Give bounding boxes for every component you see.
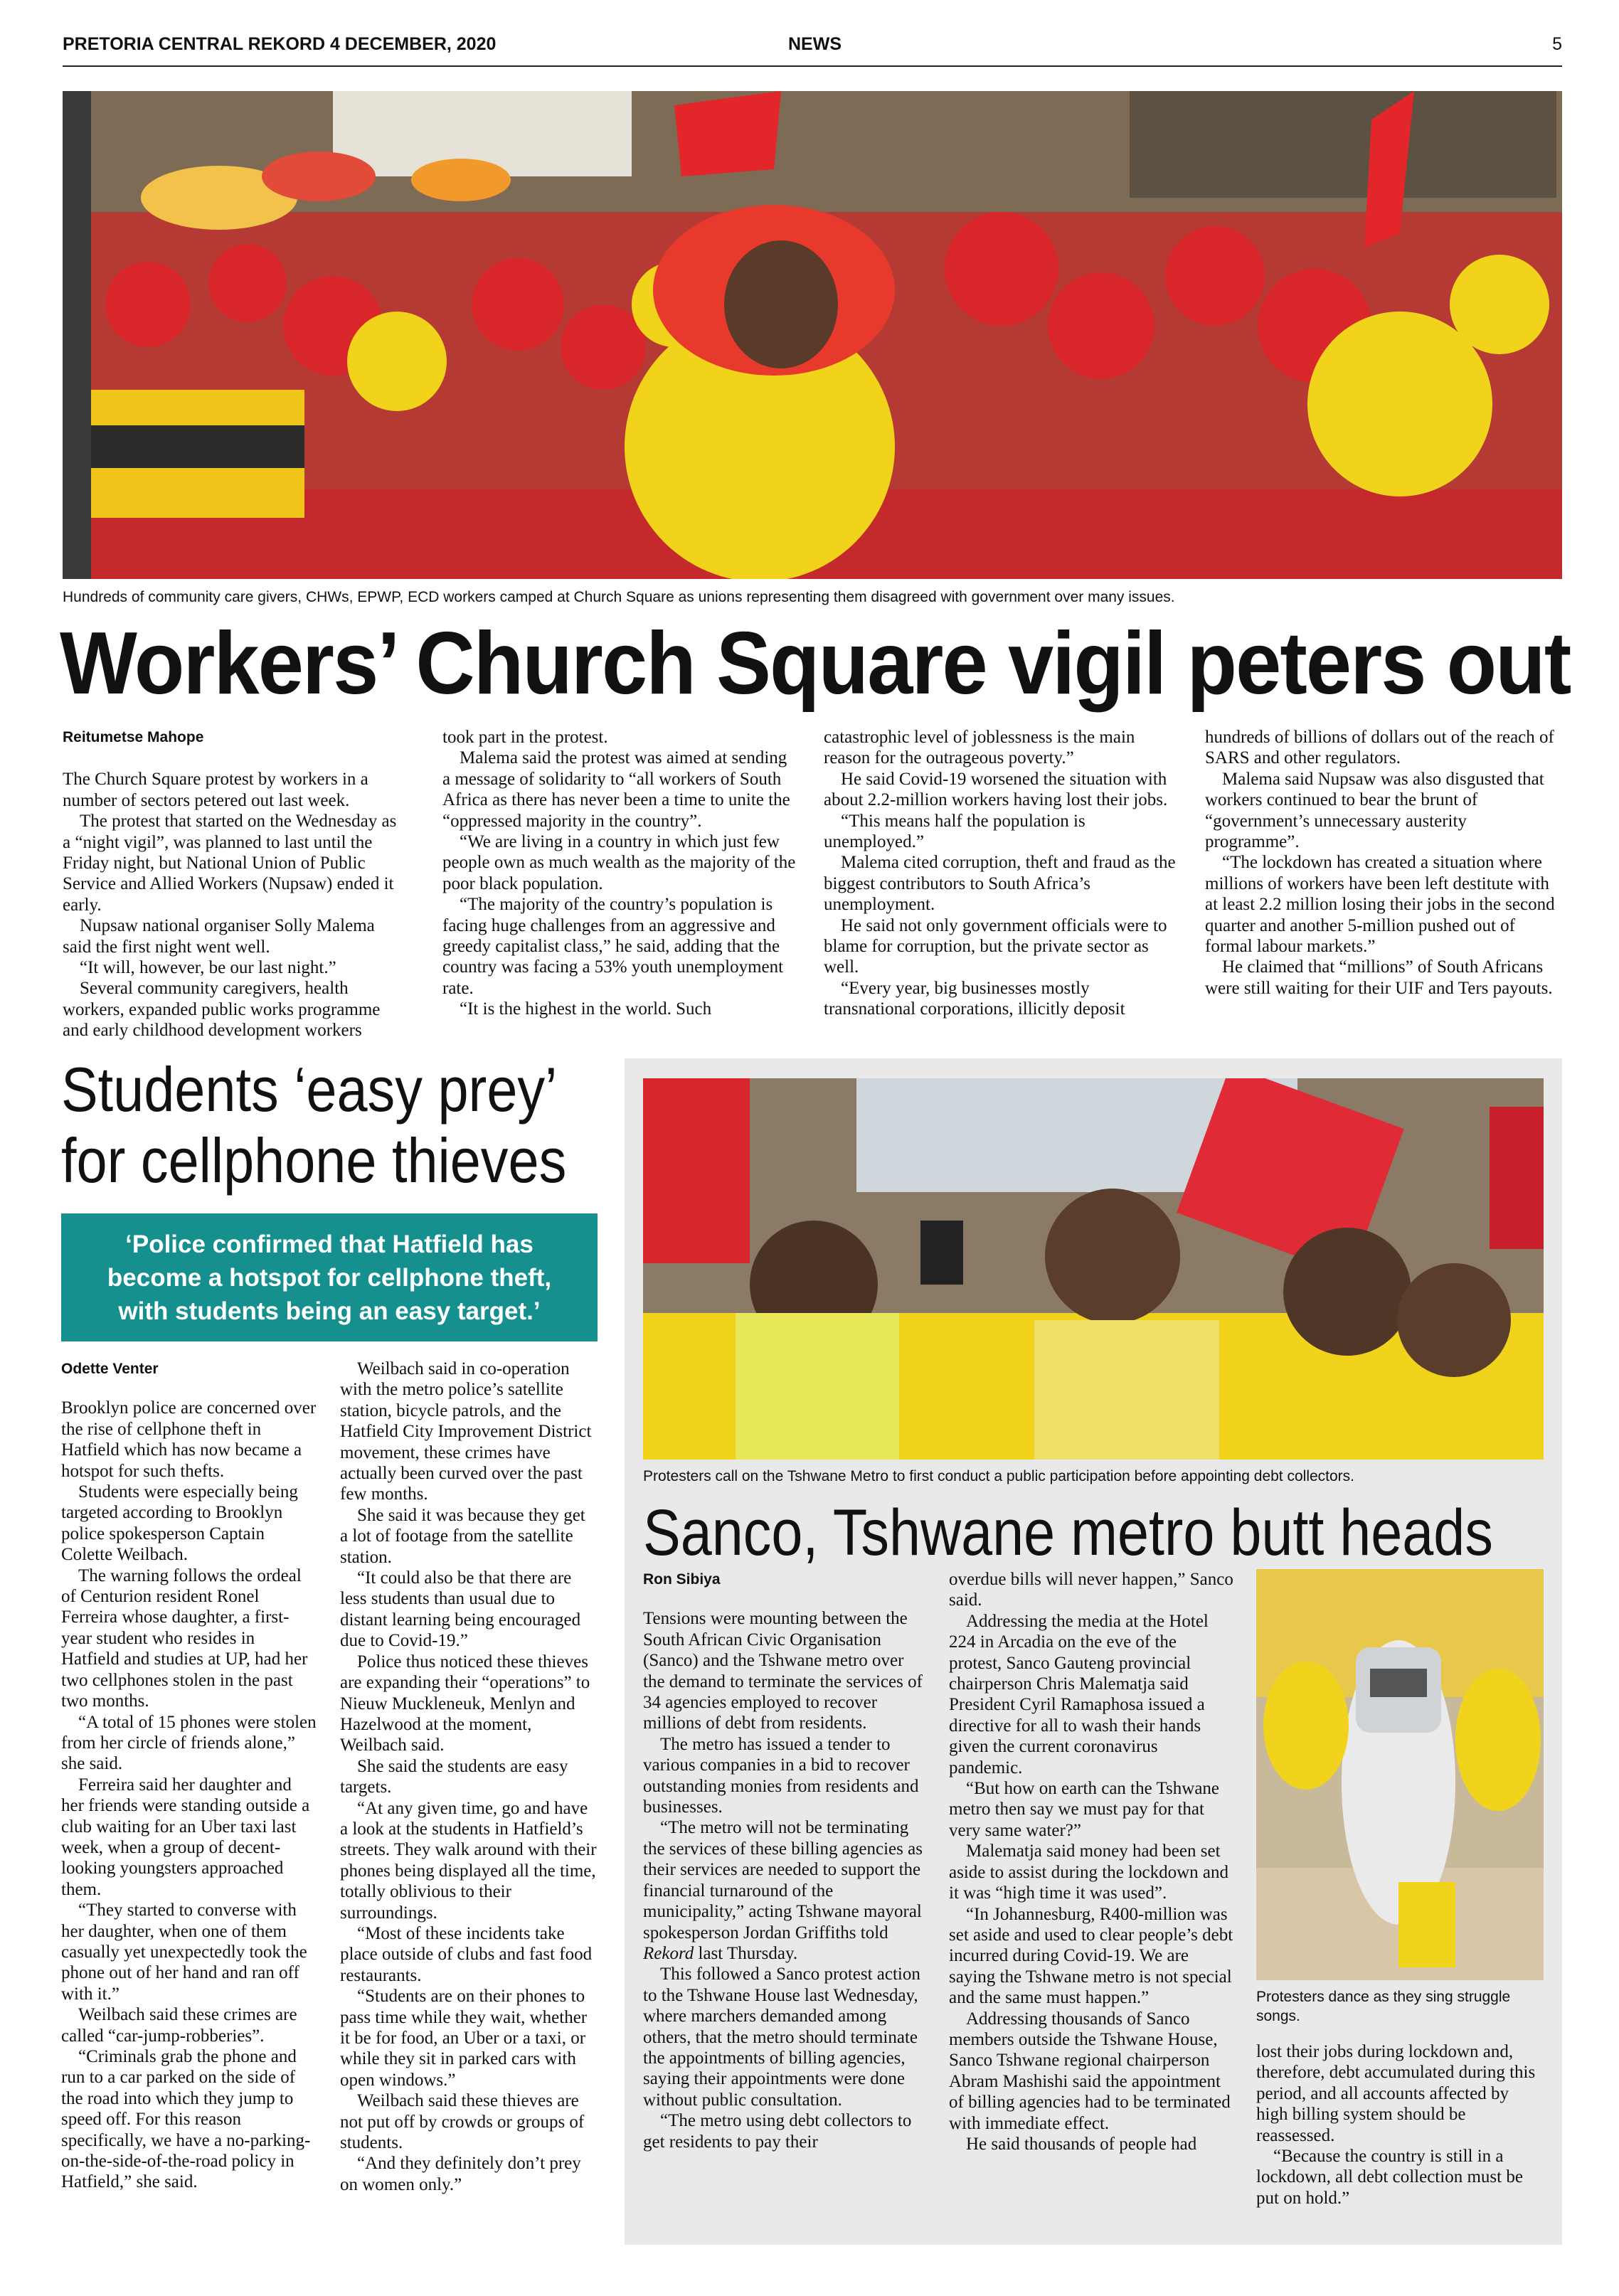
story3-column-3 <box>1256 2041 1544 2209</box>
story3-headline: Sanco, Tshwane metro butt heads <box>643 1497 1493 1569</box>
workers-vigil-photo <box>63 91 1562 579</box>
story2-headline-line-1: Students ‘easy prey’ <box>61 1054 558 1125</box>
story1-headline: Workers’ Church Square vigil peters out <box>60 615 1571 713</box>
story1-paragraph: “It will, however, be our last night.” <box>80 958 336 978</box>
story2-paragraph: The warning follows the ordeal of Centurion resident Ronel Ferreira whose daughter, a first-year student who resides in Hatfield and studies at UP, had her two cellphones stolen in the past two months. <box>61 1566 308 1711</box>
story2-paragraph: “At any given time, go and have a look at the students in Hatfield’s streets. They walk around with their phones being displayed all the time, totally oblivious to their surroundings. <box>340 1798 597 1923</box>
story1-paragraph: took part in the protest. <box>442 728 608 747</box>
story1-column-3 <box>824 727 1178 1020</box>
story3-byline: Ron Sibiya <box>643 1571 721 1588</box>
dancing-protester-caption: Protesters dance as they sing struggle songs. <box>1256 1989 1511 2024</box>
story2-paragraph: Weilbach said these thieves are not put off by crowds or groups of students. <box>340 2091 585 2153</box>
story1-paragraph: The Church Square protest by workers in a number of sectors petered out last week. <box>63 770 368 810</box>
workers-vigil-photo-caption: Hundreds of community care givers, CHWs, EPWP, ECD workers camped at Church Square as unions representing them disagreed with government over many issues. <box>63 589 1175 605</box>
story2-paragraph: Weilbach said in co-operation with the metro police’s satellite station, bicycle patrols, and the Hatfield City Improvement District movement, these crimes have actually been curved over the past few months. <box>340 1359 592 1504</box>
story1-paragraph: catastrophic level of joblessness is the main reason for the outrageous poverty.” <box>824 728 1135 768</box>
story1-paragraph: The protest that started on the Wednesday as a “night vigil”, was planned to last until the Friday night, but National Union of Public Service and Allied Workers (Nupsaw) ended it early. <box>63 812 397 915</box>
header-rule <box>63 65 1562 67</box>
story2-paragraph: Weilbach said these crimes are called “car-jump-robberies”. <box>61 2005 297 2046</box>
story1-column-1 <box>63 727 407 1041</box>
story3-paragraph: Addressing thousands of Sanco members outside the Tshwane House, Sanco Tshwane regional chairperson Abram Mashishi said the appointment of billing agencies had to be terminated with immediate effect. <box>949 2009 1231 2133</box>
story2-paragraph: “They started to converse with her daughter, when one of them casually yet unexpectedly took the phone out of her hand and ran off with it.” <box>61 1901 307 2004</box>
story3-paragraph: The metro has issued a tender to various companies in a bid to recover outstanding monies from residents and businesses. <box>643 1734 919 1817</box>
dancing-protester-photo <box>1256 1569 1544 1980</box>
story3-paragraph: “In Johannesburg, R400-million was set aside and used to clear people’s debt incurred during Covid-19. We are saying the Tshwane metro is not special and the same must happen.” <box>949 1904 1233 2008</box>
story3-paragraph: “The metro using debt collectors to get residents to pay their <box>643 2111 912 2152</box>
story1-column-4 <box>1205 727 1562 999</box>
story2-column-2 <box>340 1359 598 2195</box>
story1-paragraph: hundreds of billions of dollars out of the reach of SARS and other regulators. <box>1205 728 1554 768</box>
story1-paragraph: Malema cited corruption, theft and fraud as the biggest contributors to South Africa’s unemployment. <box>824 853 1176 915</box>
story1-paragraph: Malema said Nupsaw was also disgusted that workers continued to bear the brunt of “government’s unnecessary austerity programme”. <box>1205 769 1544 852</box>
publication-dateline: PRETORIA CENTRAL REKORD 4 DECEMBER, 2020 <box>63 34 497 54</box>
story2-paragraph: Ferreira said her daughter and her friends were standing outside a club waiting for an Uber taxi last week, when a group of decent-looking youngsters approached them. <box>61 1775 310 1899</box>
story3-paragraph: Malematja said money had been set aside to assist during the lockdown and it was “high time it was used”. <box>949 1841 1228 1903</box>
story3-paragraph: lost their jobs during lockdown and, therefore, debt accumulated during this period, and all accounts affected by high billing system should be reassessed. <box>1256 2042 1536 2145</box>
publication-name: Rekord <box>643 1943 694 1963</box>
page-number: 5 <box>1552 34 1562 54</box>
page-header <box>63 34 1562 63</box>
story2-headline-line-2: for cellphone thieves <box>61 1125 567 1196</box>
story2-paragraph: “Students are on their phones to pass time while they wait, whether it be for food, an Uber or a taxi, or while they sit in parked cars with open windows.” <box>340 1987 588 2090</box>
story1-paragraph: He said Covid-19 worsened the situation with about 2.2-million workers having lost their jobs. <box>824 769 1168 810</box>
story3-paragraph: Rekord last Thursday. <box>643 1943 798 1963</box>
story1-paragraph: “We are living in a country in which just few people own as much wealth as the majority of the poor black population. <box>442 832 796 893</box>
pull-quote-text: ‘Police confirmed that Hatfield has become a hotspot for cellphone theft, with students being an easy target.’ <box>107 1231 552 1325</box>
story2-paragraph: “A total of 15 phones were stolen from her circle of friends alone,” she said. <box>61 1712 317 1774</box>
story1-paragraph: “The majority of the country’s population is facing huge challenges from an aggressive and greedy capitalist class,” he said, adding that the country was facing a 53% youth unemployment rate. <box>442 895 784 998</box>
story3-paragraph: He said thousands of people had <box>966 2134 1197 2154</box>
section-label: NEWS <box>788 34 842 54</box>
story3-paragraph: “Because the country is still in a lockdown, all debt collection must be put on hold.” <box>1256 2147 1523 2208</box>
story1-paragraph: “This means half the population is unemployed.” <box>824 811 1085 852</box>
story1-paragraph: “It is the highest in the world. Such <box>460 999 712 1019</box>
story2-headline <box>61 1054 567 1196</box>
story2-paragraph: Police thus noticed these thieves are expanding their “operations” to Nieuw Muckleneuk, Menlyn and Hazelwood at the moment, Weilbach said. <box>340 1652 590 1755</box>
story1-column-2 <box>442 727 797 1020</box>
story2-paragraph: “It could also be that there are less students than usual due to distant learning being encouraged due to Covid-19.” <box>340 1568 581 1651</box>
story3-column-1 <box>643 1569 923 2152</box>
story3-paragraph: This followed a Sanco protest action to the Tshwane House last Wednesday, where marchers demanded among others, that the metro should terminate the appointments of billing agencies, saying their appointments were done without public consultation. <box>643 1965 920 2110</box>
story1-paragraph: “Every year, big businesses mostly transnational corporations, illicitly deposit <box>824 978 1125 1019</box>
story2-column-1 <box>61 1359 317 2193</box>
sanco-protest-photo-caption: Protesters call on the Tshwane Metro to first conduct a public participation before appointing debt collectors. <box>643 1468 1355 1484</box>
story3-paragraph: Addressing the media at the Hotel 224 in Arcadia on the eve of the protest, Sanco Gauteng provincial chairperson Chris Malematja said President Cyril Ramaphosa issued a directive for all to wash their hands given the current coronavirus pandemic. <box>949 1611 1209 1777</box>
story1-paragraph: Malema said the protest was aimed at sending a message of solidarity to “all workers of South Africa as there has never been a time to unite the “oppressed majority in the country”. <box>442 748 790 831</box>
story2-paragraph: “Criminals grab the phone and run to a car parked on the side of the road into which they jump to speed off. For this reason specifically, we have a no-parking-on-the-side-of-the-road policy in Hatfield,” she said. <box>61 2047 311 2192</box>
story2-paragraph: She said the students are easy targets. <box>340 1756 568 1797</box>
story2-paragraph: Students were especially being targeted according to Brooklyn police spokesperson Captain Colette Weilbach. <box>61 1482 298 1565</box>
pull-quote-box <box>61 1213 598 1341</box>
story1-paragraph: He said not only government officials were to blame for corruption, but the private sector as well. <box>824 915 1167 977</box>
story3-paragraph: Tensions were mounting between the South African Civic Organisation (Sanco) and the Tshwane metro over the demand to terminate the services of 34 agencies employed to recover millions of debt from residents. <box>643 1609 923 1733</box>
story3-column-2 <box>949 1569 1233 2154</box>
story1-paragraph: Several community caregivers, health workers, expanded public works programme and early childhood development workers <box>63 979 381 1041</box>
sanco-protest-photo <box>643 1078 1544 1460</box>
story2-paragraph: Brooklyn police are concerned over the rise of cellphone theft in Hatfield which has now became a hotspot for such thefts. <box>61 1398 317 1481</box>
story2-byline: Odette Venter <box>61 1361 159 1377</box>
story1-paragraph: “The lockdown has created a situation where millions of workers have been left destitute with at least 2.2 million losing their jobs in the second quarter and another 5-million pushed out of formal labour markets.” <box>1205 853 1555 957</box>
story1-paragraph: He claimed that “millions” of South Africans were still waiting for their UIF and Ters payouts. <box>1205 957 1553 998</box>
story3-paragraph: “But how on earth can the Tshwane metro then say we must pay for that very same water?” <box>949 1779 1220 1840</box>
story2-paragraph: “Most of these incidents take place outside of clubs and fast food restaurants. <box>340 1923 593 1985</box>
story1-paragraph: Nupsaw national organiser Solly Malema said the first night went well. <box>63 916 375 957</box>
story1-byline: Reitumetse Mahope <box>63 729 204 745</box>
story2-paragraph: “And they definitely don’t prey on women only.” <box>340 2154 581 2194</box>
story3-paragraph: “The metro will not be terminating the services of these billing agencies as their services are needed to support the financial turnaround of the municipality,” acting Tshwane mayoral spokesperson Jordan Griffiths told <box>643 1818 923 1942</box>
story2-paragraph: She said it was because they get a lot of footage from the satellite station. <box>340 1505 585 1567</box>
story3-paragraph: overdue bills will never happen,” Sanco said. <box>949 1570 1233 1610</box>
